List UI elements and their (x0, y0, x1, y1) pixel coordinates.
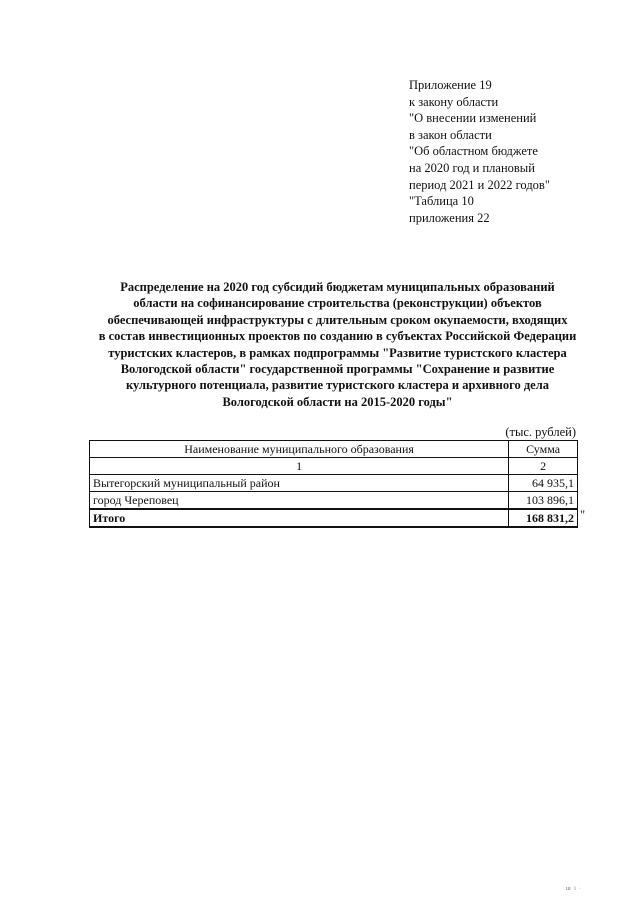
header-name-cell: Наименование муниципального образования (90, 441, 509, 458)
title-line: туристских кластеров, в рамках подпрограммы "Развитие туристского кластера (108, 345, 567, 360)
title-line: в состав инвестиционных проектов по созданию в субъектах Российской Федерации (98, 329, 577, 344)
header-sum-cell: Сумма (509, 441, 578, 458)
title-line: Распределение на 2020 год субсидий бюджетам муниципальных образований (120, 280, 555, 294)
title-line: обеспечивающей инфраструктуры с длительным сроком окупаемости, входящих (107, 312, 568, 327)
table-header-row (90, 441, 578, 458)
appendix-line: к закону области (409, 94, 499, 109)
appendix-line: Приложение 19 (409, 78, 492, 92)
appendix-line: в закон области (409, 127, 492, 142)
total-name-cell: Итого (90, 509, 509, 527)
appendix-line: "Об областном бюджете (409, 144, 538, 159)
table-numbering-row (90, 458, 578, 475)
row-sum-cell: 64 935,1 (509, 475, 578, 492)
numbering-sum-cell: 2 (509, 458, 578, 475)
units-label: (тыс. рублей) (505, 425, 576, 439)
subsidy-table (89, 440, 579, 528)
appendix-line: период 2021 и 2022 годов" (409, 177, 550, 192)
closing-quote: " (580, 508, 586, 522)
title-line: культурного потенциала, развитие туристского кластера и архивного дела (125, 378, 549, 393)
appendix-line: "Таблица 10 (409, 194, 474, 209)
total-sum-cell: 168 831,2 (509, 509, 578, 527)
appendix-line: приложения 22 (409, 210, 490, 225)
table-row (90, 492, 578, 510)
title-line: Вологодской области" государственной программы "Сохранение и развитие (120, 362, 555, 377)
row-name-cell: Вытегорский муниципальный район (90, 475, 509, 492)
page-mark: ш і · (566, 886, 583, 892)
table-row (90, 475, 578, 492)
document-title (80, 279, 595, 410)
subsidy-table-grid (89, 440, 578, 528)
numbering-name-cell: 1 (90, 458, 509, 475)
appendix-reference (409, 77, 609, 226)
appendix-line: на 2020 год и плановый (409, 160, 535, 175)
appendix-line: "О внесении изменений (409, 111, 537, 126)
row-name-cell: город Череповец (90, 492, 509, 510)
title-line: Вологодской области на 2015-2020 годы" (222, 394, 453, 409)
row-sum-cell: 103 896,1 (509, 492, 578, 510)
table-total-row (90, 509, 578, 527)
title-line: области на софинансирование строительства (реконструкции) объектов (133, 296, 542, 311)
